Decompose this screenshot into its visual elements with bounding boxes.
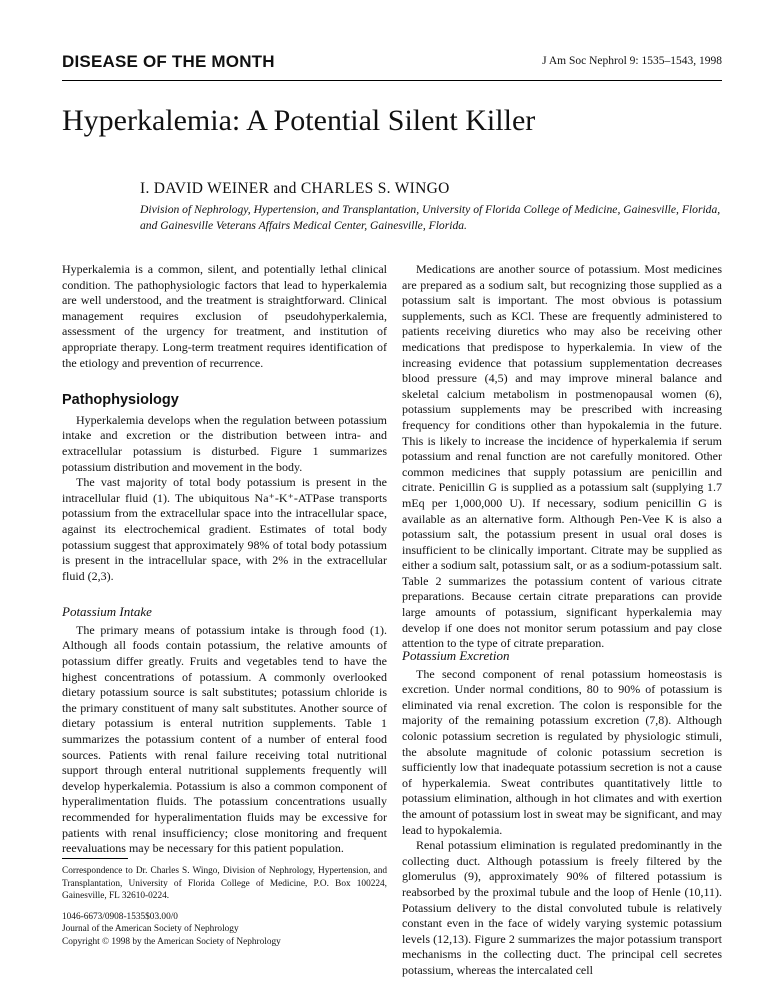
article-title: Hyperkalemia: A Potential Silent Killer	[62, 104, 536, 137]
author-affiliation: Division of Nephrology, Hypertension, and Transplantation, University of Florida College of Medicine, Gainesville, Florida, and Gainesville Veterans Affairs Medical Center, Gainesville, Florida.	[140, 203, 721, 232]
right-column	[402, 262, 722, 652]
correspondence-note: Correspondence to Dr. Charles S. Wingo, Division of Nephrology, Hypertension, and Transplantation, University of Florida College of Medicine, P.O. Box 100224, Gainesville, FL 32610-0224.	[62, 866, 387, 901]
issn-line: 1046-6673/0908-1535$03.00/0	[62, 911, 178, 922]
section-heading-pathophysiology: Pathophysiology	[62, 392, 179, 409]
article-authors: I. DAVID WEINER and CHARLES S. WINGO	[140, 180, 450, 197]
body-paragraph: The vast majority of total body potassium is present in the intracellular fluid (1). The ubiquitous Na⁺-K⁺-ATPase transports potassium from the extracellular space into the intracellular space, against its electrochemical gradient. Estimates of total body potassium suggest that approximately 98% of total body potassium is present in the intracellular space, with 2% in the extracellular fluid (2,3).	[62, 475, 387, 583]
subsection-heading-intake: Potassium Intake	[62, 604, 152, 620]
section-label: DISEASE OF THE MONTH	[62, 52, 275, 71]
header-rule	[62, 80, 722, 81]
left-column	[62, 262, 387, 857]
abstract-paragraph: Hyperkalemia is a common, silent, and potentially lethal clinical condition. The pathophysiologic factors that lead to hyperkalemia are well understood, and the treatment is straightforward. Clinical management requires exclusion of pseudohyperkalemia, assessment of the urgency for treatment, and institution of appropriate therapy. Long-term treatment requires identification of the etiology and prevention of recurrence.	[62, 262, 387, 370]
body-paragraph: Hyperkalemia develops when the regulation between potassium intake and excretion or the distribution between intra- and extracellular potassium is disturbed. Figure 1 summarizes potassium distribution and movement in the body.	[62, 412, 387, 474]
right-column-excretion	[402, 648, 722, 978]
copyright-line: Copyright © 1998 by the American Society of Nephrology	[62, 936, 281, 947]
footnote-rule	[62, 858, 128, 859]
body-paragraph: Renal potassium elimination is regulated predominantly in the collecting duct. Although potassium is freely filtered by the glomerulus (9), approximately 90% of filtered potassium is reabsorbed by the proximal tubule and the loop of Henle (10,11). Potassium delivery to the distal convoluted tubule is relatively constant even in the face of widely varying systemic potassium levels (12,13). Figure 2 summarizes the major potassium transport mechanisms in the collecting duct. The principal cell secretes potassium, whereas the intercalated cell	[402, 838, 722, 977]
journal-name-line: Journal of the American Society of Nephrology	[62, 924, 239, 934]
body-paragraph: The primary means of potassium intake is through food (1). Although all foods contain potassium, the relative amounts of potassium differ greatly. Fruits and vegetables tend to have the highest concentrations of potassium. A commonly overlooked dietary potassium source is salt substitutes; potassium chloride is the primary constituent of many salt substitutes. Another source of dietary potassium is enteral nutrition supplements. Table 1 summarizes the potassium content of a number of enteral food sources. Patients with renal failure receiving total nutritional support through enteral nutritional supplements frequently will develop hyperkalemia. Potassium is also a common component of hyperalimentation fluids. The potassium concentrations usually recommended for hyperalimentation fluids may be excessive for patients with renal insufficiency; close monitoring and frequent reevaluations may be necessary for this patient population.	[62, 622, 387, 856]
footnote	[62, 865, 387, 948]
subsection-heading-excretion: Potassium Excretion	[402, 648, 510, 663]
journal-citation: J Am Soc Nephrol 9: 1535–1543, 1998	[542, 55, 722, 67]
body-paragraph: The second component of renal potassium homeostasis is excretion. Under normal conditions, 80 to 90% of potassium is eliminated via renal excretion. The colon is responsible for the majority of the remaining potassium excretion (7,8). Although colonic potassium secretion is regulated by physiologic stimuli, the absolute magnitude of colonic potassium secretion is sufficiently low that inadequate potassium secretion is not a cause of hyperkalemia. Sweat contributes quantitatively little to potassium elimination, although in hot climates and with exertion the amount of potassium lost in sweat may be significant, and may lead to hypokalemia.	[402, 666, 722, 837]
body-paragraph: Medications are another source of potassium. Most medicines are prepared as a sodium salt, but recognizing those supplied as a potassium salt is important. The most obvious is potassium supplements, such as KCl. These are frequently administered to patients receiving diuretics who may also be receiving other medications that predispose to hyperkalemia. In view of the increasing evidence that potassium supplementation decreases blood pressure (4,5) and may improve mineral balance and skeletal calcium metabolism in postmenopausal women (6), potassium supplements may be prescribed with increasing frequency for conditions other than hypokalemia in the future. This is likely to increase the incidence of hyperkalemia if serum potassium and renal function are not carefully monitored. Other common medicines that supply potassium are penicillin and citrate. Penicillin G is supplied as a potassium salt (supplying 1.7 mEq per 1,000,000 U). If necessary, sodium penicillin G is available as an alternative form. Although Pen-Vee K is also a potassium salt, the potassium present in usual oral doses is insufficient to be clinically important. Citrate may be supplied as either a sodium salt, potassium salt, or as a sodium-potassium salt. Table 2 summarizes the potassium content of various citrate preparations. Because certain citrate preparations can provide large amounts of potassium, significant hyperkalemia may develop if one does not monitor serum potassium and pay close attention to the type of citrate preparation.	[402, 262, 722, 651]
